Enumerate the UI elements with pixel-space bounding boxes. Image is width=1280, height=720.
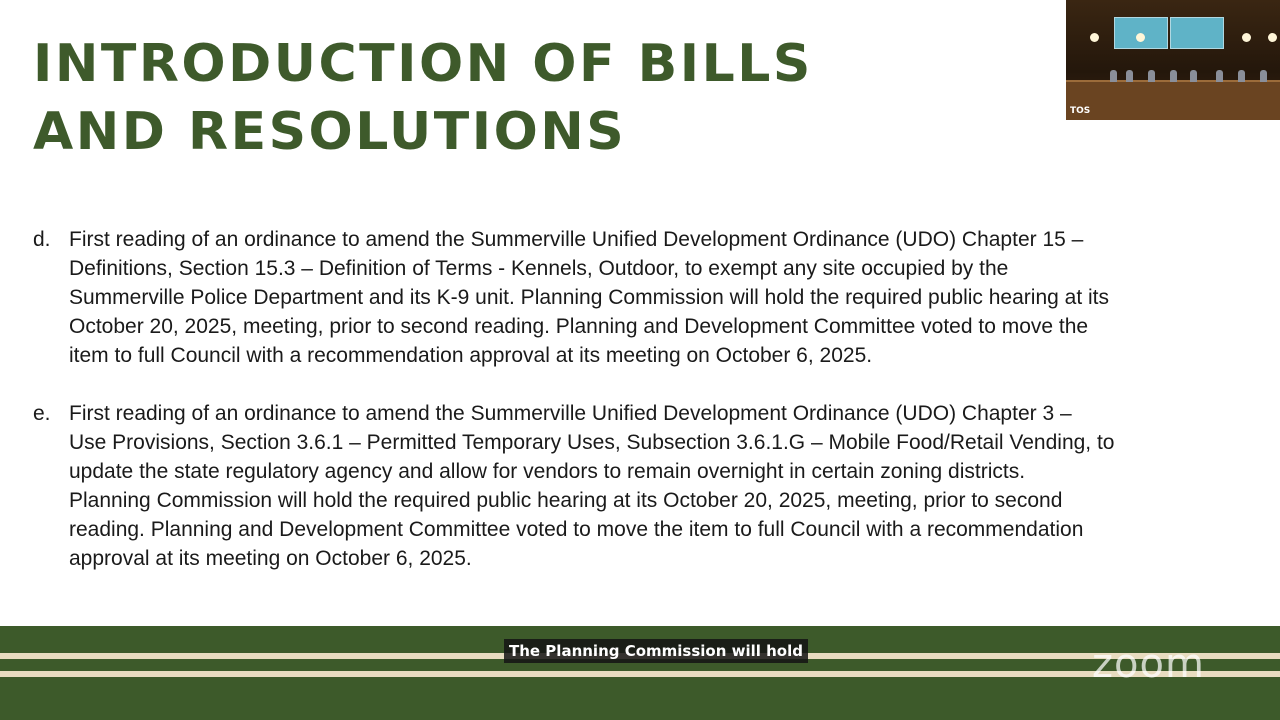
agenda-item-text-line: First reading of an ordinance to amend the Summerville Unified Development Ordinance (UDO) Chapter 3 – xyxy=(69,402,1072,425)
live-caption: The Planning Commission will hold xyxy=(504,639,808,663)
council-member-figure xyxy=(1190,70,1197,82)
council-member-figure xyxy=(1238,70,1245,82)
agenda-item-d xyxy=(33,225,1263,370)
participant-video-tile[interactable] xyxy=(1066,0,1280,120)
council-member-figure xyxy=(1260,70,1267,82)
ceiling-light-icon xyxy=(1242,33,1251,42)
participant-name-label: TOS xyxy=(1070,106,1091,116)
ceiling-light-icon xyxy=(1090,33,1099,42)
agenda-item-text-line: approval at its meeting on October 6, 2025. xyxy=(69,547,472,570)
agenda-item-text-line: First reading of an ordinance to amend the Summerville Unified Development Ordinance (UDO) Chapter 15 – xyxy=(69,228,1084,251)
agenda-item-text-line: update the state regulatory agency and allow for vendors to remain overnight in certain zoning districts. xyxy=(69,460,1026,483)
slide-title-line-2: AND RESOLUTIONS xyxy=(33,102,627,162)
zoom-logo-watermark: zoom xyxy=(1092,641,1205,687)
council-member-figure xyxy=(1148,70,1155,82)
agenda-item-text-line: Summerville Police Department and its K-9 unit. Planning Commission will hold the required public hearing at its xyxy=(69,286,1109,309)
agenda-item-text-line: October 20, 2025, meeting, prior to second reading. Planning and Development Committee voted to move the xyxy=(69,315,1089,338)
council-dais xyxy=(1066,80,1280,120)
agenda-item-marker: d. xyxy=(33,228,51,251)
agenda-item-text-line: item to full Council with a recommendation approval at its meeting on October 6, 2025. xyxy=(69,344,873,367)
agenda-item-e xyxy=(33,399,1263,573)
council-member-figure xyxy=(1216,70,1223,82)
ceiling-light-icon xyxy=(1136,33,1145,42)
agenda-item-text-line: reading. Planning and Development Committee voted to move the item to full Council with a recommendation xyxy=(69,518,1084,541)
ceiling-light-icon xyxy=(1268,33,1277,42)
footer-stripe xyxy=(0,671,1280,677)
slide-title-line-1: INTRODUCTION OF BILLS xyxy=(33,34,813,94)
council-member-figure xyxy=(1110,70,1117,82)
slide-title xyxy=(33,30,1033,166)
agenda-item-text-line: Use Provisions, Section 3.6.1 – Permitted Temporary Uses, Subsection 3.6.1.G – Mobile Food/Retail Vending, to xyxy=(69,431,1115,454)
agenda-item-text-line: Planning Commission will hold the required public hearing at its October 20, 2025, meeting, prior to second xyxy=(69,489,1063,512)
council-member-figure xyxy=(1126,70,1133,82)
agenda-item-marker: e. xyxy=(33,402,51,425)
council-member-figure xyxy=(1170,70,1177,82)
chamber-display-screen xyxy=(1170,17,1224,49)
agenda-item-list xyxy=(33,225,1263,602)
agenda-item-text-line: Definitions, Section 15.3 – Definition of Terms - Kennels, Outdoor, to exempt any site occupied by the xyxy=(69,257,1009,280)
